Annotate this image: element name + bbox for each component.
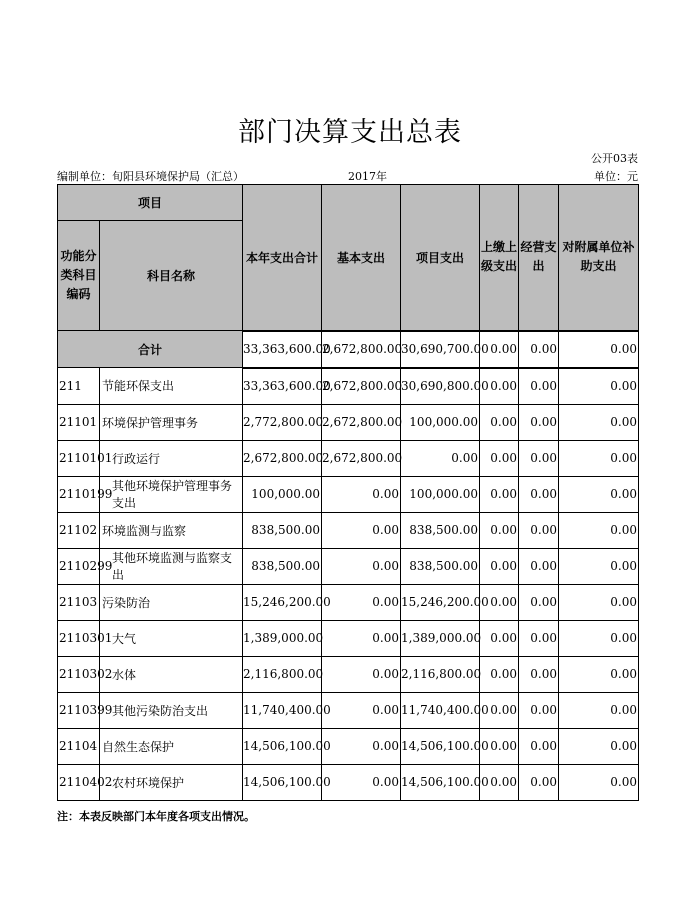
total-cell: 1,389,000.00 xyxy=(243,620,322,656)
upper-cell: 0.00 xyxy=(480,331,519,368)
total-cell: 14,506,100.00 xyxy=(243,728,322,764)
name-cell: 其他污染防治支出 xyxy=(100,692,243,728)
subsidy-cell: 0.00 xyxy=(559,512,639,548)
subsidy-cell: 0.00 xyxy=(559,764,639,800)
basic-cell: 0.00 xyxy=(322,620,401,656)
table-row xyxy=(58,728,639,764)
upper-cell: 0.00 xyxy=(480,764,519,800)
table-row xyxy=(58,368,639,405)
code-cell: 2110199 xyxy=(58,476,100,512)
upper-cell: 0.00 xyxy=(480,512,519,548)
table-row xyxy=(58,548,639,584)
project-exp-cell: 14,506,100.00 xyxy=(401,764,480,800)
project-exp-cell: 14,506,100.00 xyxy=(401,728,480,764)
project-exp-cell: 100,000.00 xyxy=(401,476,480,512)
footnote: 注：本表反映部门本年度各项支出情况。 xyxy=(57,810,255,823)
code-cell: 21103 xyxy=(58,584,100,620)
project-exp-cell: 30,690,800.00 xyxy=(401,368,480,405)
subsidy-cell: 0.00 xyxy=(559,728,639,764)
total-cell: 2,116,800.00 xyxy=(243,656,322,692)
code-cell: 2110101 xyxy=(58,440,100,476)
upper-cell: 0.00 xyxy=(480,620,519,656)
business-cell: 0.00 xyxy=(519,764,559,800)
code-cell: 211 xyxy=(58,368,100,405)
subsidy-cell: 0.00 xyxy=(559,368,639,405)
name-cell: 其他环境监测与监察支出 xyxy=(100,548,243,584)
name-cell: 自然生态保护 xyxy=(100,728,243,764)
total-cell: 15,246,200.00 xyxy=(243,584,322,620)
total-cell: 838,500.00 xyxy=(243,548,322,584)
business-cell: 0.00 xyxy=(519,728,559,764)
basic-cell: 2,672,800.00 xyxy=(322,368,401,405)
subsidy-cell: 0.00 xyxy=(559,404,639,440)
business-cell: 0.00 xyxy=(519,656,559,692)
project-cell: 30,690,700.00 xyxy=(401,331,480,368)
business-cell: 0.00 xyxy=(519,548,559,584)
project-exp-cell: 1,389,000.00 xyxy=(401,620,480,656)
unit-label: 单位：元 xyxy=(594,170,638,183)
business-cell: 0.00 xyxy=(519,368,559,405)
basic-cell: 0.00 xyxy=(322,656,401,692)
header-subsidy: 对附属单位补助支出 xyxy=(559,185,639,331)
table-row xyxy=(58,656,639,692)
code-cell: 21102 xyxy=(58,512,100,548)
page-title: 部门决算支出总表 xyxy=(238,117,462,148)
project-exp-cell: 838,500.00 xyxy=(401,512,480,548)
project-exp-cell: 838,500.00 xyxy=(401,548,480,584)
basic-cell: 0.00 xyxy=(322,584,401,620)
business-cell: 0.00 xyxy=(519,584,559,620)
total-cell: 2,672,800.00 xyxy=(243,440,322,476)
name-cell: 节能环保支出 xyxy=(100,368,243,405)
header-total: 本年支出合计 xyxy=(243,185,322,331)
business-cell: 0.00 xyxy=(519,512,559,548)
basic-cell: 2,672,800.00 xyxy=(322,404,401,440)
table-row xyxy=(58,692,639,728)
table-row xyxy=(58,584,639,620)
project-exp-cell: 2,116,800.00 xyxy=(401,656,480,692)
project-exp-cell: 100,000.00 xyxy=(401,404,480,440)
upper-cell: 0.00 xyxy=(480,476,519,512)
subsidy-cell: 0.00 xyxy=(559,692,639,728)
name-cell: 水体 xyxy=(100,656,243,692)
business-cell: 0.00 xyxy=(519,440,559,476)
upper-cell: 0.00 xyxy=(480,440,519,476)
table-row xyxy=(58,476,639,512)
basic-cell: 2,672,800.00 xyxy=(322,331,401,368)
code-cell: 21101 xyxy=(58,404,100,440)
header-upper: 上缴上级支出 xyxy=(480,185,519,331)
code-cell: 2110402 xyxy=(58,764,100,800)
name-cell: 污染防治 xyxy=(100,584,243,620)
subsidy-cell: 0.00 xyxy=(559,476,639,512)
subsidy-cell: 0.00 xyxy=(559,620,639,656)
upper-cell: 0.00 xyxy=(480,692,519,728)
basic-cell: 0.00 xyxy=(322,512,401,548)
table-row xyxy=(58,620,639,656)
table-row xyxy=(58,440,639,476)
total-cell: 14,506,100.00 xyxy=(243,764,322,800)
expenditure-table xyxy=(57,184,639,801)
upper-cell: 0.00 xyxy=(480,404,519,440)
total-row xyxy=(58,331,639,368)
header-business: 经营支出 xyxy=(519,185,559,331)
subsidy-cell: 0.00 xyxy=(559,656,639,692)
business-cell: 0.00 xyxy=(519,620,559,656)
code-cell: 2110302 xyxy=(58,656,100,692)
basic-cell: 0.00 xyxy=(322,476,401,512)
table-row xyxy=(58,764,639,800)
subsidy-cell: 0.00 xyxy=(559,331,639,368)
org-label: 编制单位：旬阳县环境保护局（汇总） xyxy=(57,170,244,183)
basic-cell: 0.00 xyxy=(322,728,401,764)
subsidy-cell: 0.00 xyxy=(559,440,639,476)
code-cell: 2110299 xyxy=(58,548,100,584)
project-exp-cell: 0.00 xyxy=(401,440,480,476)
form-number: 公开03表 xyxy=(591,152,638,165)
total-cell: 33,363,600.00 xyxy=(243,368,322,405)
total-cell: 838,500.00 xyxy=(243,512,322,548)
header-project-expense: 项目支出 xyxy=(401,185,480,331)
name-cell: 其他环境保护管理事务支出 xyxy=(100,476,243,512)
basic-cell: 2,672,800.00 xyxy=(322,440,401,476)
upper-cell: 0.00 xyxy=(480,728,519,764)
upper-cell: 0.00 xyxy=(480,584,519,620)
header-basic: 基本支出 xyxy=(322,185,401,331)
header-project: 项目 xyxy=(58,185,243,221)
basic-cell: 0.00 xyxy=(322,692,401,728)
name-cell: 大气 xyxy=(100,620,243,656)
business-cell: 0.00 xyxy=(519,404,559,440)
total-cell: 11,740,400.00 xyxy=(243,692,322,728)
subsidy-cell: 0.00 xyxy=(559,584,639,620)
project-exp-cell: 15,246,200.00 xyxy=(401,584,480,620)
table-row xyxy=(58,512,639,548)
code-cell: 2110399 xyxy=(58,692,100,728)
total-cell: 33,363,600.00 xyxy=(243,331,322,368)
name-cell: 环境监测与监察 xyxy=(100,512,243,548)
upper-cell: 0.00 xyxy=(480,656,519,692)
business-cell: 0.00 xyxy=(519,692,559,728)
upper-cell: 0.00 xyxy=(480,368,519,405)
name-cell: 农村环境保护 xyxy=(100,764,243,800)
business-cell: 0.00 xyxy=(519,331,559,368)
subsidy-cell: 0.00 xyxy=(559,548,639,584)
name-cell: 环境保护管理事务 xyxy=(100,404,243,440)
code-cell: 21104 xyxy=(58,728,100,764)
total-cell: 2,772,800.00 xyxy=(243,404,322,440)
business-cell: 0.00 xyxy=(519,476,559,512)
table-row xyxy=(58,404,639,440)
basic-cell: 0.00 xyxy=(322,548,401,584)
year-label: 2017年 xyxy=(348,170,387,183)
name-cell: 行政运行 xyxy=(100,440,243,476)
project-exp-cell: 11,740,400.00 xyxy=(401,692,480,728)
total-label: 合计 xyxy=(58,331,243,368)
code-cell: 2110301 xyxy=(58,620,100,656)
upper-cell: 0.00 xyxy=(480,548,519,584)
basic-cell: 0.00 xyxy=(322,764,401,800)
total-cell: 100,000.00 xyxy=(243,476,322,512)
header-func-code: 功能分类科目编码 xyxy=(58,221,100,331)
header-subject-name: 科目名称 xyxy=(100,221,243,331)
